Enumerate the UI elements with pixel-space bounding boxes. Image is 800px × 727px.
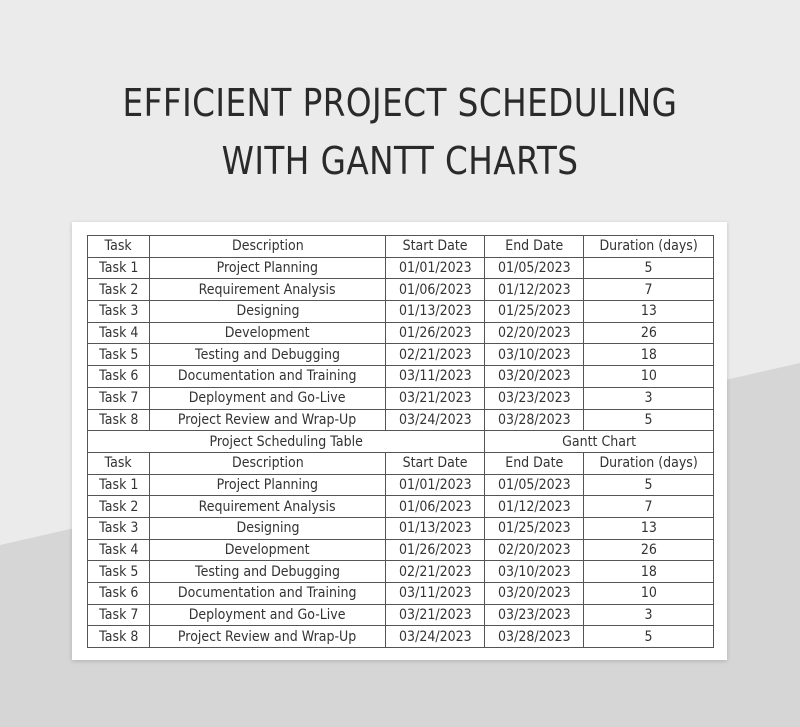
cell-text: 03/11/2023 bbox=[398, 368, 472, 385]
cell-duration[interactable] bbox=[584, 561, 714, 583]
table-row bbox=[88, 496, 714, 518]
cell-text: Task 1 bbox=[98, 260, 139, 277]
table-row bbox=[88, 344, 714, 366]
cell-duration[interactable] bbox=[584, 539, 714, 561]
cell-end-date[interactable] bbox=[485, 474, 584, 496]
cell-start-date[interactable] bbox=[386, 236, 485, 258]
cell-text: 02/20/2023 bbox=[497, 325, 571, 342]
cell-text: Description bbox=[231, 238, 304, 255]
cell-duration[interactable] bbox=[584, 257, 714, 279]
table-row bbox=[88, 301, 714, 323]
cell-start-date[interactable] bbox=[386, 322, 485, 344]
cell-end-date[interactable] bbox=[485, 257, 584, 279]
cell-start-date[interactable] bbox=[386, 366, 485, 388]
cell-start-date[interactable] bbox=[386, 301, 485, 323]
cell-text: 10 bbox=[640, 585, 657, 602]
header-row bbox=[88, 452, 714, 474]
cell-text: 03/23/2023 bbox=[497, 607, 571, 624]
cell-text: 01/26/2023 bbox=[398, 325, 472, 342]
cell-end-date[interactable] bbox=[485, 539, 584, 561]
page-title bbox=[56, 74, 744, 190]
cell-duration[interactable] bbox=[584, 322, 714, 344]
cell-end-date[interactable] bbox=[485, 583, 584, 605]
cell-text: Task 1 bbox=[98, 476, 139, 493]
cell-task[interactable] bbox=[88, 604, 150, 626]
table-row bbox=[88, 257, 714, 279]
cell-description[interactable] bbox=[150, 387, 386, 409]
cell-duration[interactable] bbox=[584, 517, 714, 539]
cell-text: Task 4 bbox=[98, 541, 139, 558]
cell-text: Project Planning bbox=[216, 260, 319, 277]
cell-task[interactable] bbox=[88, 366, 150, 388]
cell-duration[interactable] bbox=[584, 604, 714, 626]
cell-text: Duration (days) bbox=[599, 238, 698, 255]
cell-task[interactable] bbox=[88, 626, 150, 648]
cell-start-date[interactable] bbox=[386, 409, 485, 431]
cell-duration[interactable] bbox=[584, 496, 714, 518]
cell-description[interactable] bbox=[150, 366, 386, 388]
cell-duration[interactable] bbox=[584, 279, 714, 301]
cell-end-date[interactable] bbox=[485, 322, 584, 344]
cell-text: Task 7 bbox=[98, 607, 139, 624]
cell-text: Task 7 bbox=[98, 390, 139, 407]
cell-text: 01/01/2023 bbox=[398, 260, 472, 277]
cell-description[interactable] bbox=[150, 257, 386, 279]
cell-start-date[interactable] bbox=[386, 496, 485, 518]
cell-text: Designing bbox=[236, 303, 299, 320]
cell-end-date[interactable] bbox=[485, 561, 584, 583]
cell-end-date[interactable] bbox=[485, 517, 584, 539]
cell-description[interactable] bbox=[150, 301, 386, 323]
cell-duration[interactable] bbox=[584, 236, 714, 258]
cell-duration[interactable] bbox=[584, 344, 714, 366]
cell-text: Task 4 bbox=[98, 325, 139, 342]
cell-text: Task 2 bbox=[98, 498, 139, 515]
table-row bbox=[88, 539, 714, 561]
cell-text: 01/05/2023 bbox=[497, 476, 571, 493]
cell-task[interactable] bbox=[88, 583, 150, 605]
cell-text: 01/26/2023 bbox=[398, 541, 472, 558]
cell-text: Task 5 bbox=[98, 563, 139, 580]
cell-description[interactable] bbox=[150, 344, 386, 366]
cell-text: Requirement Analysis bbox=[199, 498, 336, 515]
cell-text: Task 3 bbox=[98, 520, 139, 537]
cell-end-date[interactable] bbox=[485, 409, 584, 431]
cell-text: Project Review and Wrap-Up bbox=[178, 628, 357, 645]
cell-text: 5 bbox=[644, 260, 653, 277]
cell-task[interactable] bbox=[88, 517, 150, 539]
cell-end-date[interactable] bbox=[485, 279, 584, 301]
cell-text: 03/10/2023 bbox=[497, 346, 571, 363]
cell-text: 03/11/2023 bbox=[398, 585, 472, 602]
cell-duration[interactable] bbox=[584, 409, 714, 431]
cell-start-date[interactable] bbox=[386, 257, 485, 279]
cell-description[interactable] bbox=[150, 236, 386, 258]
cell-task[interactable] bbox=[88, 539, 150, 561]
cell-text: 01/13/2023 bbox=[398, 520, 472, 537]
cell-end-date[interactable] bbox=[485, 236, 584, 258]
cell-description[interactable] bbox=[150, 322, 386, 344]
header-row bbox=[88, 236, 714, 258]
cell-text: 3 bbox=[644, 390, 653, 407]
cell-text: 03/28/2023 bbox=[497, 628, 571, 645]
cell-end-date[interactable] bbox=[485, 387, 584, 409]
page-title-line-1: EFFICIENT PROJECT SCHEDULING bbox=[122, 81, 678, 125]
cell-text: 03/20/2023 bbox=[497, 585, 571, 602]
cell-text: Task 8 bbox=[98, 628, 139, 645]
cell-task[interactable] bbox=[88, 409, 150, 431]
table-row bbox=[88, 604, 714, 626]
cell-text: Description bbox=[231, 455, 304, 472]
cell-text: Task 3 bbox=[98, 303, 139, 320]
cell-text: 13 bbox=[640, 303, 657, 320]
cell-start-date[interactable] bbox=[386, 539, 485, 561]
cell-start-date[interactable] bbox=[386, 279, 485, 301]
cell-duration[interactable] bbox=[584, 583, 714, 605]
cell-text: Documentation and Training bbox=[178, 585, 357, 602]
cell-text: Documentation and Training bbox=[178, 368, 357, 385]
cell-text: 01/12/2023 bbox=[497, 281, 571, 298]
table-row bbox=[88, 517, 714, 539]
section-label-row bbox=[88, 431, 714, 453]
cell-text: 5 bbox=[644, 411, 653, 428]
cell-duration[interactable] bbox=[584, 366, 714, 388]
cell-task[interactable] bbox=[88, 561, 150, 583]
schedule-sheet bbox=[87, 235, 714, 648]
cell-text: Task bbox=[104, 238, 133, 255]
cell-text: 01/06/2023 bbox=[398, 281, 472, 298]
cell-start-date[interactable] bbox=[386, 474, 485, 496]
cell-text: Project Planning bbox=[216, 476, 319, 493]
cell-text: 03/28/2023 bbox=[497, 411, 571, 428]
cell-text: 03/20/2023 bbox=[497, 368, 571, 385]
cell-text: End Date bbox=[504, 238, 564, 255]
cell-duration[interactable] bbox=[584, 301, 714, 323]
cell-description[interactable] bbox=[150, 583, 386, 605]
cell-text: Project Review and Wrap-Up bbox=[178, 411, 357, 428]
spreadsheet-card bbox=[72, 222, 727, 660]
cell-text: Task 8 bbox=[98, 411, 139, 428]
cell-description[interactable] bbox=[150, 452, 386, 474]
cell-text: Duration (days) bbox=[599, 455, 698, 472]
cell-text: 02/21/2023 bbox=[398, 563, 472, 580]
cell-text: 03/21/2023 bbox=[398, 390, 472, 407]
cell-text: Start Date bbox=[402, 455, 468, 472]
cell-start-date[interactable] bbox=[386, 387, 485, 409]
table-row bbox=[88, 561, 714, 583]
cell-start-date[interactable] bbox=[386, 452, 485, 474]
cell-text: 26 bbox=[640, 541, 657, 558]
cell-end-date[interactable] bbox=[485, 366, 584, 388]
cell-text: 03/10/2023 bbox=[497, 563, 571, 580]
cell-duration[interactable] bbox=[584, 452, 714, 474]
cell-text: 26 bbox=[640, 325, 657, 342]
cell-end-date[interactable] bbox=[485, 496, 584, 518]
cell-end-date[interactable] bbox=[485, 626, 584, 648]
cell-text: 13 bbox=[640, 520, 657, 537]
table-row bbox=[88, 279, 714, 301]
cell-task[interactable] bbox=[88, 322, 150, 344]
cell-text: Project Scheduling Table bbox=[209, 433, 363, 450]
cell-duration[interactable] bbox=[584, 474, 714, 496]
cell-description[interactable] bbox=[150, 626, 386, 648]
cell-description[interactable] bbox=[150, 409, 386, 431]
cell-text: 01/25/2023 bbox=[497, 303, 571, 320]
cell-end-date[interactable] bbox=[485, 604, 584, 626]
cell-description[interactable] bbox=[150, 279, 386, 301]
cell-description[interactable] bbox=[150, 474, 386, 496]
cell-text: Start Date bbox=[402, 238, 468, 255]
cell-text: Task 6 bbox=[98, 585, 139, 602]
cell-text: 3 bbox=[644, 607, 653, 624]
cell-text: Requirement Analysis bbox=[199, 281, 336, 298]
cell-text: 01/12/2023 bbox=[497, 498, 571, 515]
cell-text: Deployment and Go-Live bbox=[189, 607, 346, 624]
cell-start-date[interactable] bbox=[386, 517, 485, 539]
cell-task[interactable] bbox=[88, 257, 150, 279]
cell-duration[interactable] bbox=[584, 387, 714, 409]
cell-text: 03/24/2023 bbox=[398, 628, 472, 645]
cell-start-date[interactable] bbox=[386, 344, 485, 366]
section-label-scheduling-table[interactable] bbox=[88, 431, 485, 453]
cell-text: 01/05/2023 bbox=[497, 260, 571, 277]
cell-end-date[interactable] bbox=[485, 452, 584, 474]
cell-description[interactable] bbox=[150, 604, 386, 626]
cell-start-date[interactable] bbox=[386, 626, 485, 648]
cell-task[interactable] bbox=[88, 452, 150, 474]
table-row bbox=[88, 322, 714, 344]
cell-text: 7 bbox=[644, 498, 653, 515]
cell-text: Designing bbox=[236, 520, 299, 537]
cell-description[interactable] bbox=[150, 539, 386, 561]
cell-text: Development bbox=[225, 541, 310, 558]
cell-end-date[interactable] bbox=[485, 344, 584, 366]
cell-text: 18 bbox=[640, 346, 657, 363]
page-title-line-2: WITH GANTT CHARTS bbox=[221, 139, 579, 183]
cell-text: 10 bbox=[640, 368, 657, 385]
cell-text: Gantt Chart bbox=[562, 433, 636, 450]
cell-start-date[interactable] bbox=[386, 561, 485, 583]
cell-text: 01/13/2023 bbox=[398, 303, 472, 320]
cell-task[interactable] bbox=[88, 301, 150, 323]
cell-text: 03/24/2023 bbox=[398, 411, 472, 428]
cell-end-date[interactable] bbox=[485, 301, 584, 323]
cell-text: End Date bbox=[504, 455, 564, 472]
cell-text: Development bbox=[225, 325, 310, 342]
cell-text: Task 5 bbox=[98, 346, 139, 363]
table-row bbox=[88, 583, 714, 605]
cell-text: Task 2 bbox=[98, 281, 139, 298]
cell-task[interactable] bbox=[88, 474, 150, 496]
table-row bbox=[88, 387, 714, 409]
cell-text: Task bbox=[104, 455, 133, 472]
cell-description[interactable] bbox=[150, 496, 386, 518]
cell-text: 02/21/2023 bbox=[398, 346, 472, 363]
cell-task[interactable] bbox=[88, 387, 150, 409]
cell-description[interactable] bbox=[150, 561, 386, 583]
cell-description[interactable] bbox=[150, 517, 386, 539]
table-row bbox=[88, 409, 714, 431]
cell-text: 03/21/2023 bbox=[398, 607, 472, 624]
cell-start-date[interactable] bbox=[386, 604, 485, 626]
cell-text: Testing and Debugging bbox=[195, 346, 340, 363]
cell-task[interactable] bbox=[88, 279, 150, 301]
cell-task[interactable] bbox=[88, 236, 150, 258]
cell-text: 18 bbox=[640, 563, 657, 580]
cell-text: Testing and Debugging bbox=[195, 563, 340, 580]
cell-text: 01/01/2023 bbox=[398, 476, 472, 493]
cell-task[interactable] bbox=[88, 344, 150, 366]
cell-text: Task 6 bbox=[98, 368, 139, 385]
cell-start-date[interactable] bbox=[386, 583, 485, 605]
cell-task[interactable] bbox=[88, 496, 150, 518]
cell-text: 01/06/2023 bbox=[398, 498, 472, 515]
cell-text: 7 bbox=[644, 281, 653, 298]
cell-text: 5 bbox=[644, 628, 653, 645]
cell-text: 01/25/2023 bbox=[497, 520, 571, 537]
cell-duration[interactable] bbox=[584, 626, 714, 648]
section-label-gantt-chart[interactable] bbox=[485, 431, 714, 453]
table-row bbox=[88, 626, 714, 648]
cell-text: 5 bbox=[644, 476, 653, 493]
table-row bbox=[88, 474, 714, 496]
table-row bbox=[88, 366, 714, 388]
cell-text: 02/20/2023 bbox=[497, 541, 571, 558]
cell-text: 03/23/2023 bbox=[497, 390, 571, 407]
cell-text: Deployment and Go-Live bbox=[189, 390, 346, 407]
